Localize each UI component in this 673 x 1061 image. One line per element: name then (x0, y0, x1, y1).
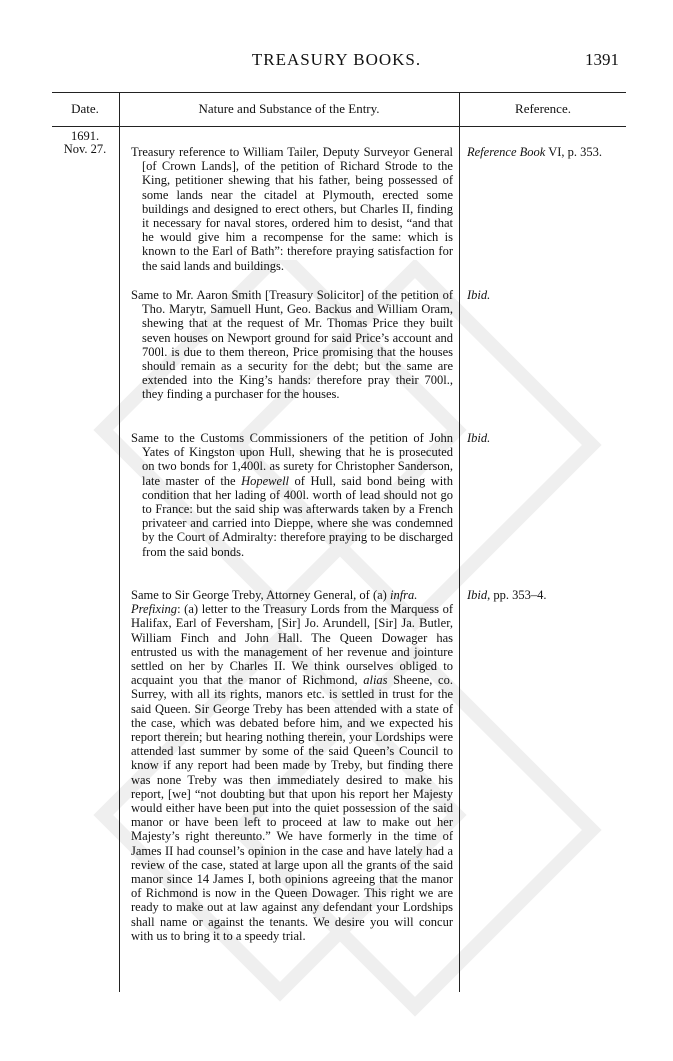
entry-4-line1: Same to Sir George Treby, Attorney General, of (a) infra. (131, 588, 418, 602)
table-top-rule (52, 92, 626, 93)
date-day: Nov. 27. (63, 142, 107, 156)
reference-3-ibid: Ibid. (467, 431, 491, 445)
reference-3 (467, 431, 627, 445)
entry-1-text: Treasury reference to William Tailer, Deputy Surveyor General [of Crown Lands], of the petition of Richard Strode to the King, petitioner shewing that his father, being possessed of some lands near the citadel at Plymouth, erected some buildings and designed to erect others, but Charles II, finding it necessary for naval stores, ordered him to desist, “and that he would give him a recompense for the same: which is known to the Earl of Bath”: therefore praying satisfaction for the said lands and buildings. (131, 145, 453, 273)
column-header-date: Date. (71, 101, 99, 116)
reference-1 (467, 145, 627, 159)
reference-2-ibid: Ibid. (467, 288, 491, 302)
table-header-rule (52, 126, 626, 127)
entry-3 (131, 431, 453, 559)
alias-word: alias (363, 673, 388, 688)
prefixing-label: Prefixing (131, 602, 178, 617)
entry-1 (131, 145, 453, 273)
reference-4 (467, 588, 627, 602)
date-year: 1691. (70, 129, 100, 143)
entry-2 (131, 288, 453, 402)
entry-4-body (131, 602, 453, 943)
entry-4-body-b: Sheene, co. Surrey, with all its rights, manors etc. is settled in trust for the said Queen. Sir George Treby has been attended with a state of the case, which was debated before him, and we expected his report therein; but hearing nothing therein, your Lordships were attended last summer by some of the said Queen’s Council to know if any report had been made by Treby, but finding there was none Treby was then immediately desired to make his report, [we] “not doubting but that upon his report her Majesty would either have been put into the quiet possession of the said manor or have been left to proceed at law to make out her Majesty’s right thereunto.” We have formerly in the time of James II had counsel’s opinion in the case and have lately had a review of the case, stated at large upon all the grants of the said manor since 14 James I, both opinions agreeing that the manor of Richmond is now in the Queen Dowager. This right we are ready to make out at law against any defendant your Lordships shall name or against the tenants. We desire you will concur with us to bring it to a speedy trial. (131, 673, 453, 943)
ship-name: Hopewell (241, 473, 290, 488)
reference-4-ibid: Ibid (467, 588, 488, 602)
column-header-reference: Reference. (515, 101, 571, 116)
column-divider-right (459, 92, 460, 992)
entry-4-body-a: : (a) letter to the Treasury Lords from the Marquess of Halifax, Earl of Feversham, [Sir] Jo. Arundell, [Sir] Ja. Butler, William Finch and John Hall. The Queen Dowager has entrusted us with the management of her revenue and jointure settled on her by Charles II. We think ourselves obliged to acquaint you that the manor of Richmond, (131, 602, 453, 688)
reference-4-pages: , pp. 353–4. (487, 588, 547, 602)
entry-3-text-a: Same to the Customs Commissioners of the petition of John Yates of Kingston upon Hull, shewing that he is prosecuted on two bonds for 1,400l. as surety for Christopher Sanderson, late master of the (131, 431, 453, 488)
column-header-nature: Nature and Substance of the Entry. (198, 101, 380, 116)
entry-3-text (131, 431, 453, 559)
column-divider-left (119, 92, 120, 992)
running-title: TREASURY BOOKS. (251, 50, 422, 69)
reference-2 (467, 288, 627, 302)
entry-3-text-b: of Hull, said bond being with condition that her lading of 400l. worth of lead should not go to France: but the said ship was afterwards taken by a French privateer and carried into Dieppe, where she was condemned by the Court of Admiralty: therefore praying to be discharged from the said bonds. (142, 473, 454, 559)
reference-1-book: Reference Book (467, 145, 546, 159)
page-number: 1391 (585, 50, 619, 69)
entry-4 (131, 588, 453, 943)
reference-1-page: VI, p. 353. (545, 145, 603, 159)
entry-2-text: Same to Mr. Aaron Smith [Treasury Solicitor] of the petition of Tho. Marytr, Samuell Hunt, Geo. Backus and William Oram, shewing that at the request of Mr. Thomas Price they built seven houses on Newport ground for said Price’s account and 700l. is due to them thereon, Price promising that the houses should remain as a security for the debt; but the same are extended into the King’s hands: therefore pray their 700l., they finding a purchaser for the houses. (131, 288, 453, 402)
